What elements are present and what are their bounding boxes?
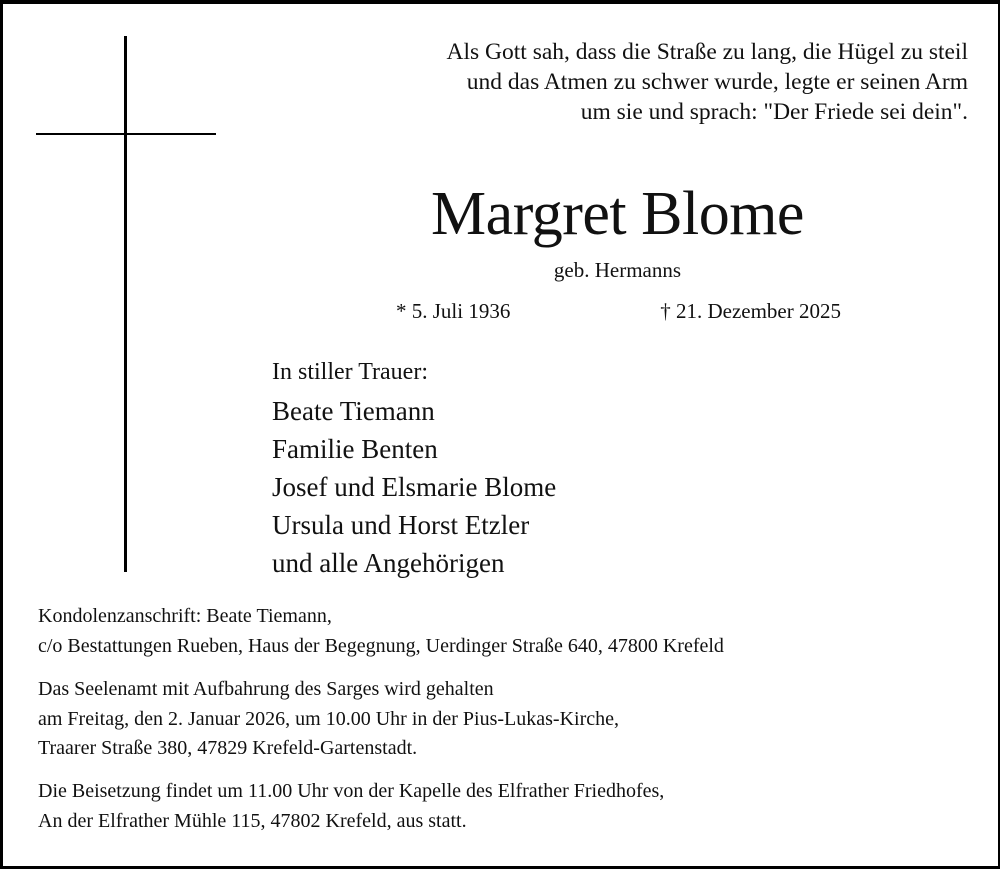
info-line: An der Elfrather Mühle 115, 47802 Krefeld, aus statt. (38, 809, 467, 832)
motto-line: und das Atmen zu schwer wurde, legte er seinen Arm (466, 69, 968, 95)
info-line: Kondolenzanschrift: Beate Tiemann, (38, 605, 332, 627)
cross-horizontal-bar (36, 133, 216, 135)
deceased-name: Margret Blome (431, 180, 804, 248)
info-line: c/o Bestattungen Rueben, Haus der Begegnung, Uerdinger Straße 640, 47800 Krefeld (38, 634, 724, 657)
mourner-name: Beate Tiemann (272, 396, 435, 426)
mourner-name: Familie Benten (272, 434, 438, 464)
burial-details (38, 777, 978, 836)
motto-line: um sie und sprach: "Der Friede sei dein". (580, 99, 968, 125)
info-line: Das Seelenamt mit Aufbahrung des Sarges wird gehalten (38, 678, 494, 700)
maiden-name: geb. Hermanns (553, 258, 682, 282)
mourner-name: Ursula und Horst Etzler (272, 510, 530, 540)
info-line: am Freitag, den 2. Januar 2026, um 10.00 Uhr in der Pius-Lukas-Kirche, (38, 707, 619, 730)
info-line: Die Beisetzung findet um 11.00 Uhr von der Kapelle des Elfrather Friedhofes, (38, 780, 665, 802)
condolence-address (38, 602, 978, 661)
mourners-list (272, 357, 556, 582)
mourner-name: Josef und Elsmarie Blome (272, 472, 557, 502)
mourner-name: und alle Angehörigen (272, 548, 505, 578)
info-line: Traarer Straße 380, 47829 Krefeld-Gartenstadt. (38, 737, 418, 759)
death-date: † 21. Dezember 2025 (660, 299, 841, 323)
life-dates (396, 296, 841, 326)
motto-line: Als Gott sah, dass die Straße zu lang, die Hügel zu steil (446, 39, 968, 65)
requiem-details (38, 675, 978, 764)
mourners-label: In stiller Trauer: (272, 359, 428, 385)
cross-vertical-bar (124, 36, 127, 572)
birth-date: * 5. Juli 1936 (396, 299, 511, 323)
motto-verse (328, 37, 968, 127)
